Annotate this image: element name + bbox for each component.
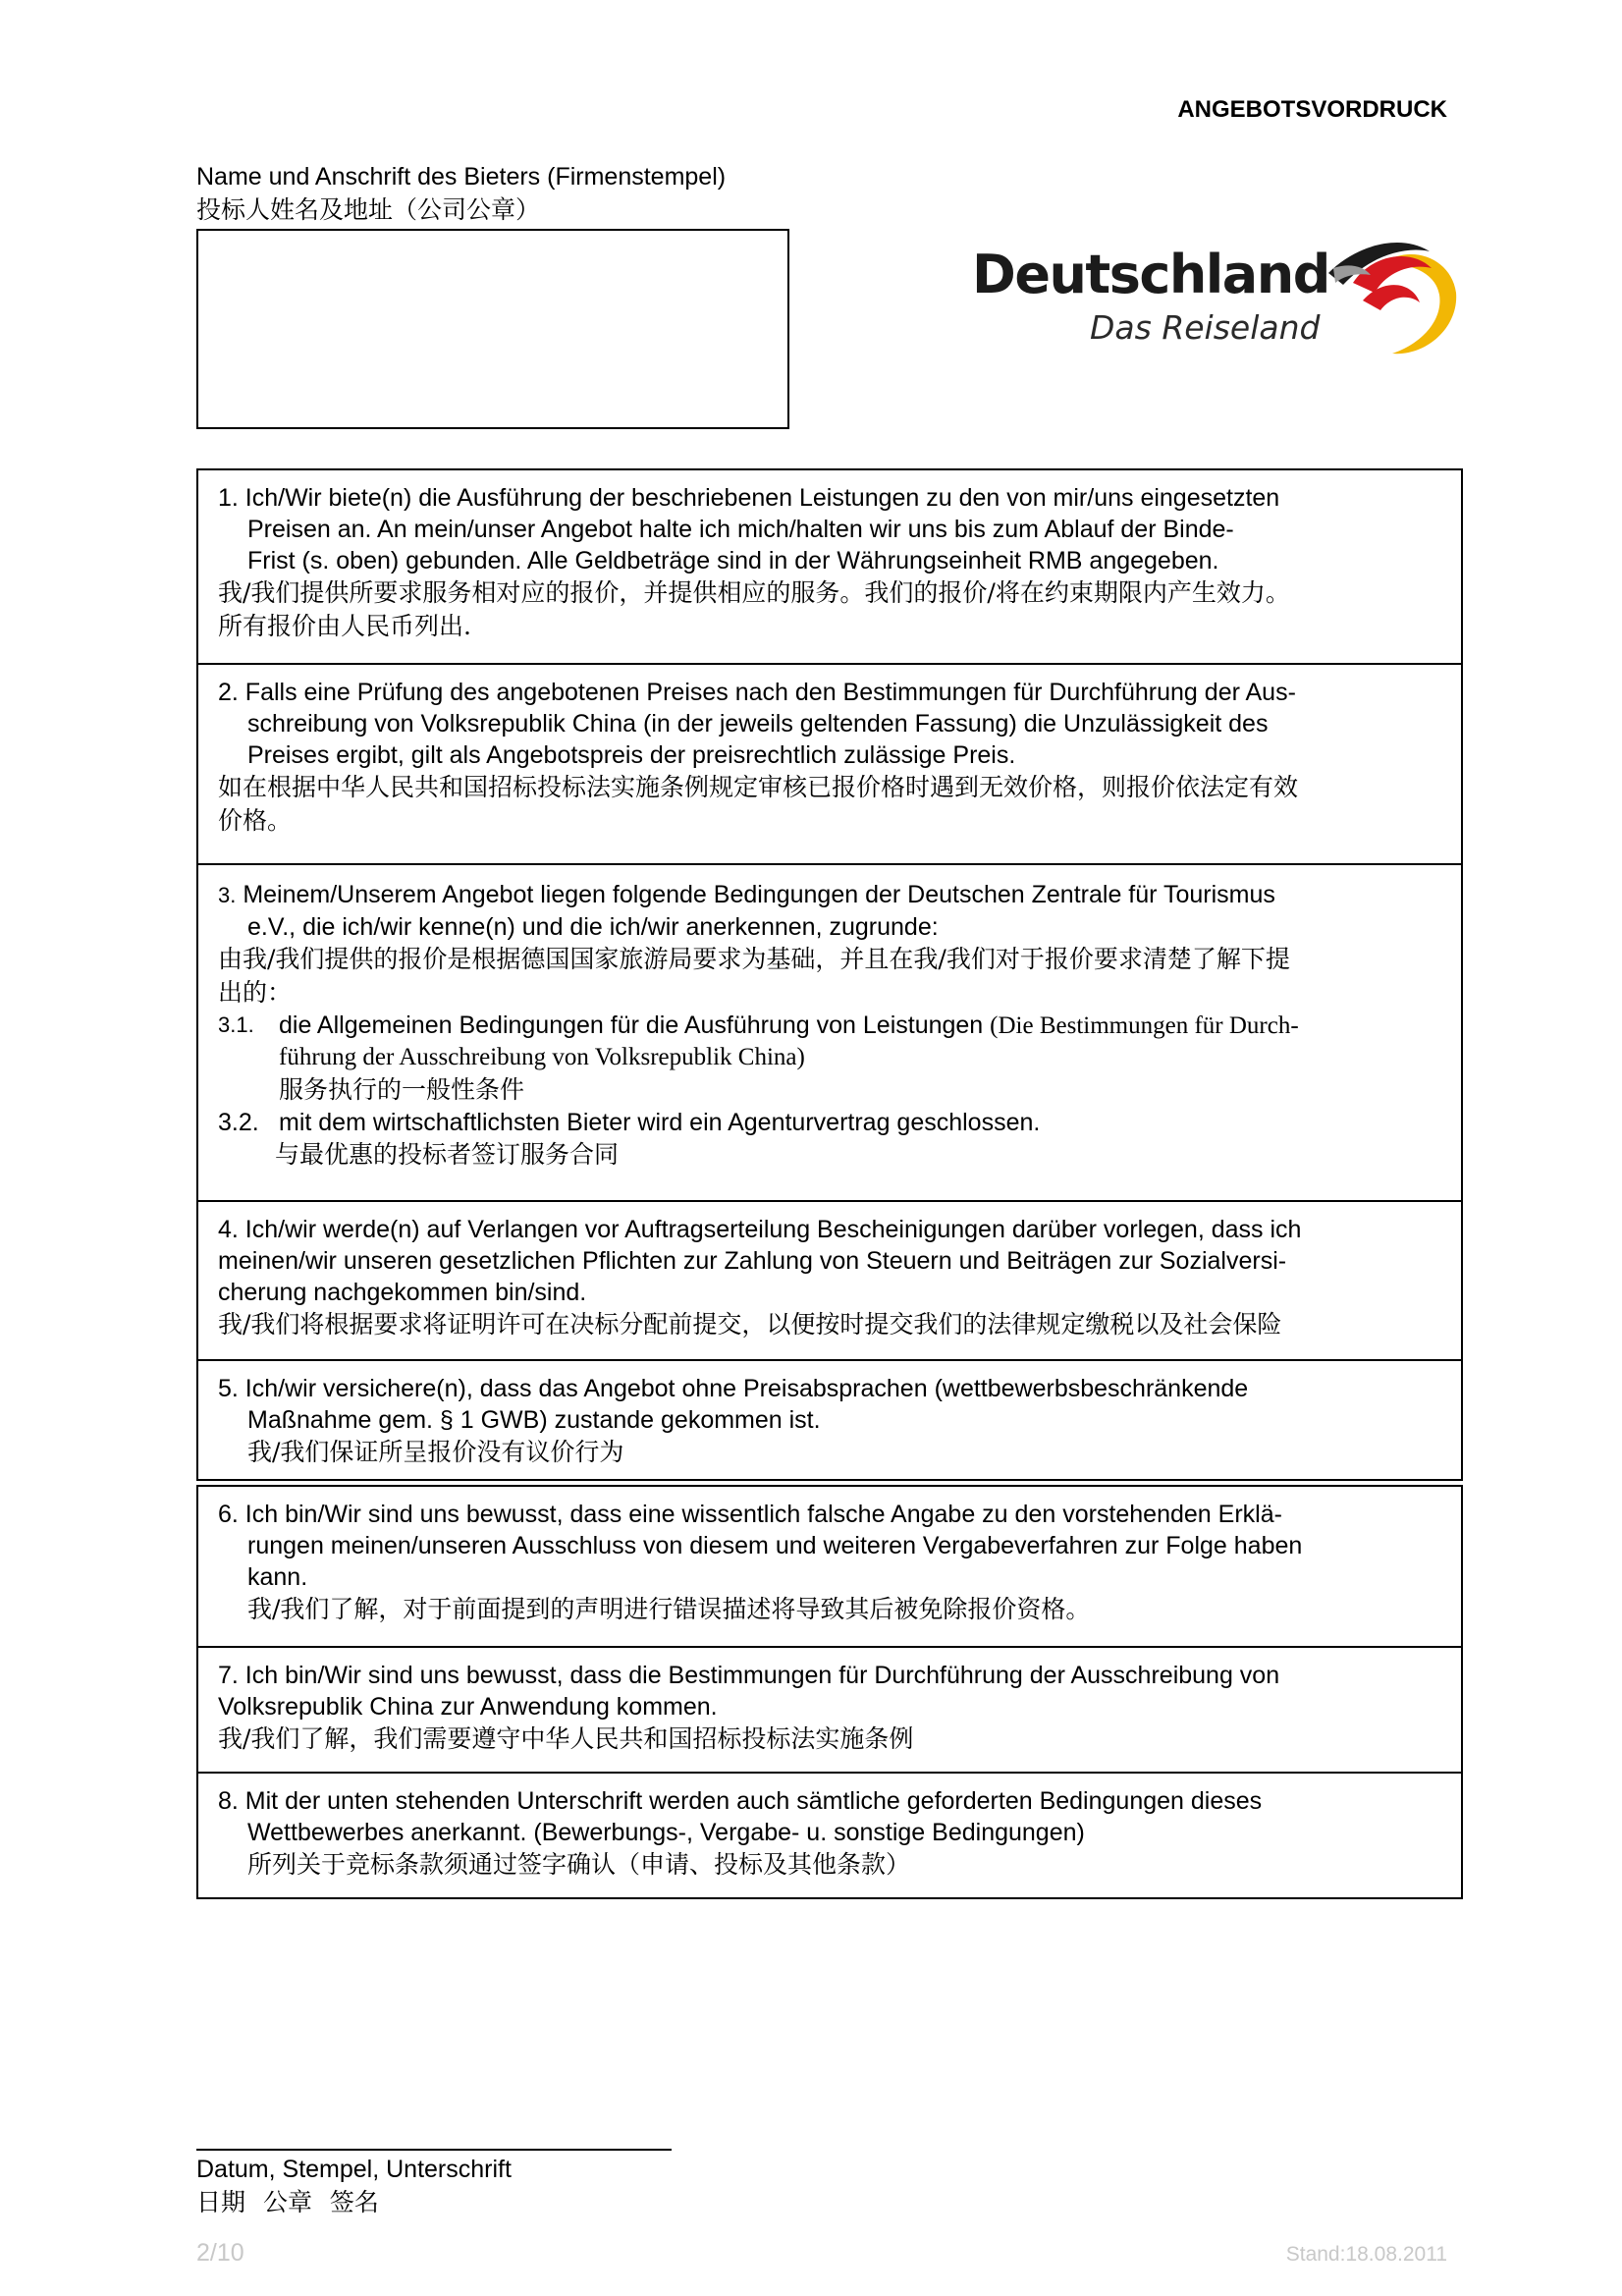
clause-6 (196, 1485, 1463, 1648)
clause-3-1-number: 3.1. (218, 1012, 254, 1037)
clause-3-2 (218, 1107, 1441, 1138)
clause-7-zh1: 我/我们了解，我们需要遵守中华人民共和国招标投标法实施条例 (218, 1724, 914, 1753)
clause-4-zh1: 我/我们将根据要求将证明许可在决标分配前提交，以便按时提交我们的法律规定缴税以及社会保险 (218, 1310, 1282, 1339)
page-number: 2/10 (196, 2239, 244, 2267)
deutschland-logo (972, 224, 1473, 371)
clause-8-zh1: 所列关于竞标条款须通过签字确认（申请、投标及其他条款） (247, 1850, 911, 1879)
clause-2 (196, 663, 1463, 865)
signature-label-zh: 日期 公章 签名 (196, 2188, 379, 2216)
bidder-label (196, 161, 726, 227)
clause-6-zh1: 我/我们了解，对于前面提到的声明进行错误描述将导致其后被免除报价资格。 (247, 1595, 1091, 1623)
clause-3-1-zh: 服务执行的一般性条件 (279, 1075, 525, 1104)
clause-8-line2: Wettbewerbes anerkannt. (Bewerbungs-, Vergabe- u. sonstige Bedingungen) (247, 1819, 1085, 1846)
clause-4-line2: meinen/wir unseren gesetzlichen Pflichten zur Zahlung von Steuern und Beiträgen zur Sozialversi- (218, 1247, 1287, 1275)
clause-4 (196, 1200, 1463, 1361)
clause-3-1-text: die Allgemeinen Bedingungen für die Ausführung von Leistungen (279, 1011, 984, 1039)
clause-1 (196, 468, 1463, 665)
clause-5-line1: 5. Ich/wir versichere(n), dass das Angebot ohne Preisabsprachen (wettbewerbsbeschränkende (218, 1375, 1249, 1402)
bidder-label-de: Name und Anschrift des Bieters (Firmenstempel) (196, 163, 727, 191)
clause-2-line3: Preises ergibt, gilt als Angebotspreis der preisrechtlich zulässige Preis. (247, 741, 1016, 769)
clause-5-line2: Maßnahme gem. § 1 GWB) zustande gekommen ist. (247, 1406, 821, 1434)
clause-6-line2: rungen meinen/unseren Ausschluss von diesem und weiteren Vergabeverfahren zur Folge haben (247, 1532, 1303, 1559)
clause-2-zh1: 如在根据中华人民共和国招标投标法实施条例规定审核已报价格时遇到无效价格，则报价依法定有效 (218, 773, 1299, 801)
revision-date: Stand:18.08.2011 (1285, 2243, 1447, 2266)
clause-3-number: 3. (218, 883, 237, 907)
clause-2-zh2: 价格。 (218, 806, 293, 835)
clause-1-zh2: 所有报价由人民币列出. (218, 612, 471, 640)
clause-3-2-number: 3.2. (218, 1109, 259, 1136)
clause-3-line1: Meinem/Unserem Angebot liegen folgende Bedingungen der Deutschen Zentrale für Tourismus (243, 881, 1275, 908)
clause-8-line1: 8. Mit der unten stehenden Unterschrift werden auch sämtliche geforderten Bedingungen dieses (218, 1787, 1263, 1815)
clause-3-2-zh: 与最优惠的投标者签订服务合同 (275, 1140, 620, 1169)
logo-wordmark: Deutschland (972, 244, 1329, 305)
clause-5 (196, 1359, 1463, 1481)
clause-8 (196, 1772, 1463, 1899)
clause-3-zh2: 出的： (218, 978, 293, 1007)
signature-label-de: Datum, Stempel, Unterschrift (196, 2156, 512, 2183)
clause-3-line2: e.V., die ich/wir kenne(n) und die ich/wir anerkennen, zugrunde: (247, 913, 939, 941)
clause-7 (196, 1646, 1463, 1774)
logo-swirl-icon (1314, 224, 1461, 361)
clause-2-line2: schreibung von Volksrepublik China (in der jeweils geltenden Fassung) die Unzulässigkeit des (247, 710, 1269, 738)
clause-4-line1: 4. Ich/wir werde(n) auf Verlangen vor Auftragserteilung Bescheinigungen darüber vorlegen, dass ich (218, 1216, 1302, 1243)
clause-3-1 (218, 1010, 1441, 1107)
clause-3-1-serif2: führung der Ausschreibung von Volksrepublik China) (279, 1044, 805, 1070)
clause-3-2-text: mit dem wirtschaftlichsten Bieter wird ein Agenturvertrag geschlossen. (279, 1109, 1041, 1136)
signature-label (196, 2154, 512, 2219)
clause-3 (196, 863, 1463, 1202)
clause-1-line2: Preisen an. An mein/unser Angebot halte ich mich/halten wir uns bis zum Ablauf der Binde- (247, 516, 1234, 543)
clause-3-1-serif1: (Die Bestimmungen für Durch- (990, 1012, 1299, 1039)
clause-7-line2: Volksrepublik China zur Anwendung kommen. (218, 1693, 718, 1721)
clause-5-zh1: 我/我们保证所呈报价没有议价行为 (247, 1438, 624, 1466)
clause-1-zh1: 我/我们提供所要求服务相对应的报价，并提供相应的服务。我们的报价/将在约束期限内产生效力。 (218, 578, 1290, 607)
bidder-label-zh: 投标人姓名及地址（公司公章） (196, 195, 541, 224)
signature-line[interactable] (196, 2149, 672, 2151)
company-stamp-box[interactable] (196, 229, 789, 429)
clause-6-line1: 6. Ich bin/Wir sind uns bewusst, dass eine wissentlich falsche Angabe zu den vorstehenden Erklä- (218, 1501, 1282, 1528)
clause-1-line1: 1. Ich/Wir biete(n) die Ausführung der beschriebenen Leistungen zu den von mir/uns eingesetzten (218, 484, 1280, 512)
clause-2-line1: 2. Falls eine Prüfung des angebotenen Preises nach den Bestimmungen für Durchführung der Aus- (218, 679, 1296, 706)
logo-subtitle: Das Reiseland (1090, 308, 1321, 347)
clause-4-line3: cherung nachgekommen bin/sind. (218, 1279, 587, 1306)
clause-3-zh1: 由我/我们提供的报价是根据德国国家旅游局要求为基础，并且在我/我们对于报价要求清楚了解下提 (218, 945, 1290, 973)
clause-7-line1: 7. Ich bin/Wir sind uns bewusst, dass die Bestimmungen für Durchführung der Ausschreibung von (218, 1662, 1280, 1689)
form-title: ANGEBOTSVORDRUCK (1177, 96, 1447, 123)
clause-1-line3: Frist (s. oben) gebunden. Alle Geldbeträge sind in der Währungseinheit RMB angegeben. (247, 547, 1219, 574)
clause-6-line3: kann. (247, 1563, 308, 1591)
